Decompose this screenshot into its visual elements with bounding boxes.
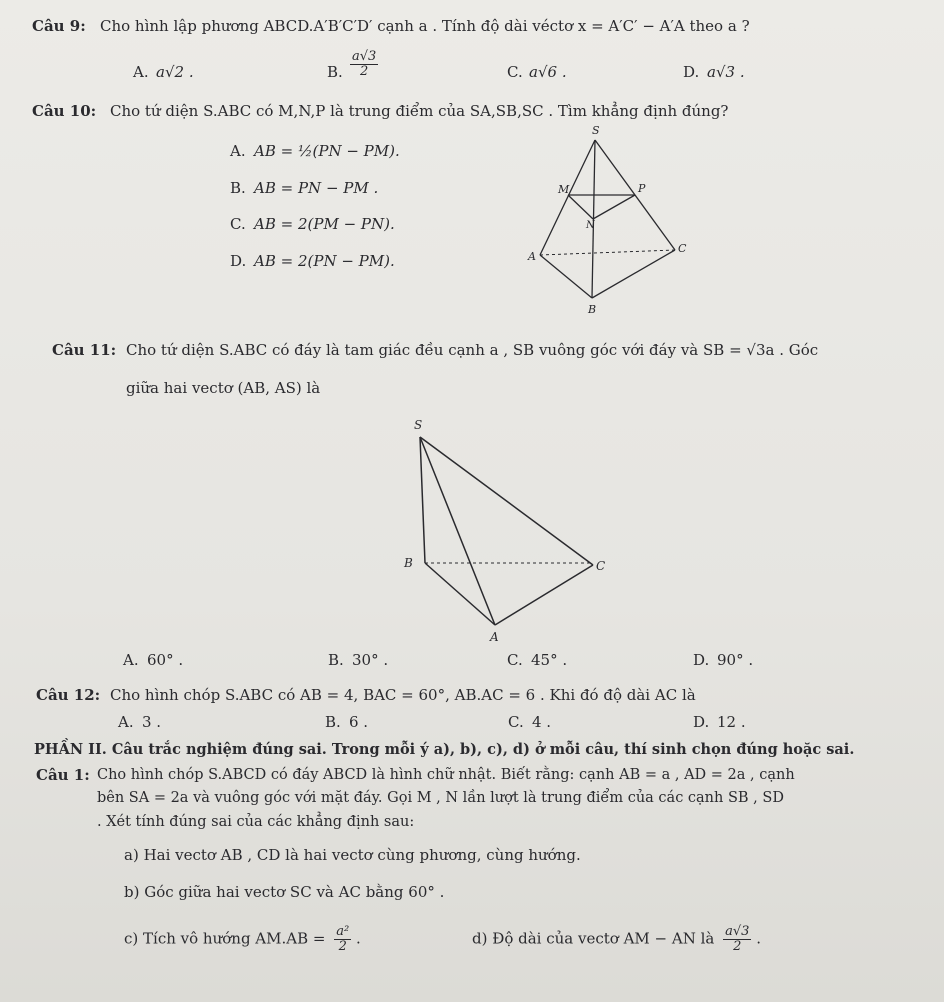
q10-fig-label-b: B: [588, 303, 597, 316]
q9-text: Cho hình lập phương ABCD.A′B′C′D′ cạnh a . Tính độ dài véctơ x = A′C′ − A′A theo a ?: [100, 17, 750, 35]
q11-option-b-value: 30° .: [352, 651, 389, 669]
part2-statement-a: a) Hai vectơ AB , CD là hai vectơ cùng phương, cùng hướng.: [124, 846, 581, 864]
q10-option-a-label: A.: [230, 142, 246, 160]
part2-statement-d-text: d) Độ dài của vectơ AM − AN là: [472, 929, 715, 948]
q11-option-c-value: 45° .: [531, 651, 568, 669]
q11-option-d-value: 90° .: [717, 651, 754, 669]
q11-option-a-label: A.: [123, 651, 139, 669]
q11-label: Câu 11:: [52, 341, 117, 359]
q11-fig-label-s: S: [414, 418, 423, 432]
part2-statement-d: d) Độ dài của vectơ AM − AN là $\frac{a√3}{2}$ .: [472, 924, 762, 954]
q10-option-d-label: D.: [230, 252, 247, 270]
q9-option-d-value: a√3 .: [707, 63, 745, 81]
q10-text: Cho tứ diện S.ABC có M,N,P là trung điểm của SA,SB,SC . Tìm khẳng định đúng?: [110, 102, 729, 120]
q12-option-a-label: A.: [118, 713, 134, 731]
q9-option-d-label: D.: [683, 63, 700, 81]
q10-tetrahedron-figure: [520, 120, 710, 320]
part2-statement-c-text: c) Tích vô hướng AM.AB =: [124, 929, 326, 948]
q10-option-a-value: AB = ½(PN − PM).: [254, 142, 400, 160]
q12-option-c-value: 4 .: [532, 713, 552, 731]
q9-option-b-value: [350, 50, 378, 79]
q10-fig-label-p: P: [638, 182, 646, 195]
q10-option-d-value: AB = 2(PN − PM).: [254, 252, 395, 270]
q11-text: Cho tứ diện S.ABC có đáy là tam giác đều cạnh a , SB vuông góc với đáy và SB = √3a . Góc: [126, 341, 819, 359]
q12-option-a-value: 3 .: [142, 713, 162, 731]
q10-option-b-label: B.: [230, 179, 246, 197]
q10-fig-label-a: A: [528, 250, 536, 263]
q11-tetrahedron-figure: [400, 415, 630, 650]
q11-option-d-label: D.: [693, 651, 710, 669]
q9-option-a-value: a√2 .: [156, 63, 194, 81]
q9-option-c-label: C.: [507, 63, 523, 81]
q11-option-a-value: 60° .: [147, 651, 184, 669]
part2-statement-c: c) Tích vô hướng AM.AB = $\frac{\text{a²}}{2}$ .: [124, 924, 361, 954]
part2-statement-b: b) Góc giữa hai vectơ SC và AC bằng 60° .: [124, 883, 445, 901]
q11-text-2: giữa hai vectơ (AB, AS) là: [126, 379, 321, 397]
part2-q1-text: Cho hình chóp S.ABCD có đáy ABCD là hình chữ nhật. Biết rằng: cạnh AB = a , AD = 2a , cạnh: [97, 767, 795, 783]
q12-label: Câu 12:: [36, 686, 101, 704]
q10-fig-label-n: N: [586, 220, 595, 231]
q9-option-b-den: 2: [360, 64, 369, 79]
q10-option-c-label: C.: [230, 215, 246, 233]
q12-option-c-label: C.: [508, 713, 524, 731]
q11-fig-label-a: A: [490, 630, 499, 644]
q11-fig-label-c: C: [596, 559, 606, 573]
part2-heading: PHẦN II. Câu trắc nghiệm đúng sai. Trong mỗi ý a), b), c), d) ở mỗi câu, thí sinh chọn đúng hoặc sai.: [34, 741, 855, 758]
q9-label: Câu 9:: [32, 17, 86, 35]
q10-fig-label-c: C: [678, 242, 687, 255]
q12-text: Cho hình chóp S.ABC có AB = 4, BAC = 60°, AB.AC = 6 . Khi đó độ dài AC là: [110, 686, 696, 704]
part2-statement-c-num: a²: [336, 924, 350, 939]
q10-option-c-value: AB = 2(PM − PN).: [254, 215, 395, 233]
part2-statement-c-den: 2: [338, 939, 347, 954]
q12-option-b-label: B.: [325, 713, 341, 731]
q12-option-d-value: 12 .: [717, 713, 746, 731]
q9-option-b-num: a√3: [352, 49, 377, 64]
q11-option-b-label: B.: [328, 651, 344, 669]
q9-option-c-value: a√6 .: [529, 63, 567, 81]
q10-fig-label-m: M: [558, 183, 570, 196]
part2-q1-label: Câu 1:: [36, 766, 90, 784]
q12-option-d-label: D.: [693, 713, 710, 731]
part2-q1-text-3: . Xét tính đúng sai của các khẳng định sau:: [97, 814, 415, 830]
part2-statement-d-den: 2: [733, 939, 742, 954]
q10-label: Câu 10:: [32, 102, 97, 120]
q11-option-c-label: C.: [507, 651, 523, 669]
q9-option-a-label: A.: [133, 63, 149, 81]
part2-statement-d-num: a√3: [725, 924, 750, 939]
q10-fig-label-s: S: [592, 124, 600, 137]
q12-option-b-value: 6 .: [349, 713, 369, 731]
q9-option-b-label: B.: [327, 63, 343, 81]
part2-q1-text-2: bên SA = 2a và vuông góc với mặt đáy. Gọi M , N lần lượt là trung điểm của các cạnh SB , SD: [97, 790, 784, 806]
q11-fig-label-b: B: [404, 556, 413, 570]
q10-option-b-value: AB = PN − PM .: [254, 179, 379, 197]
